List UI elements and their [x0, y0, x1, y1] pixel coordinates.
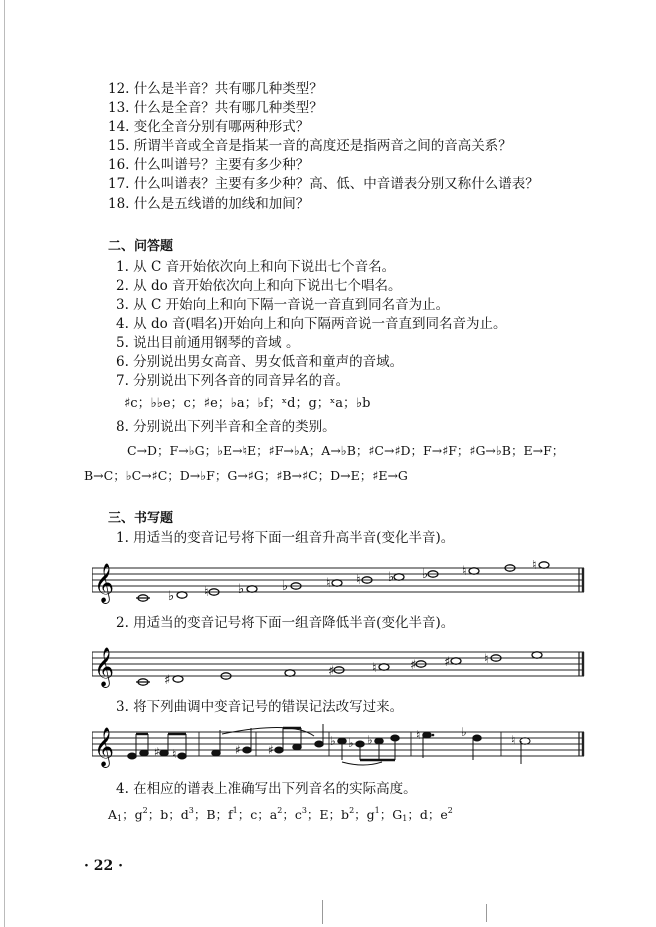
svg-text:♮: ♮ [462, 564, 467, 579]
section2-item-5: 5. 说出目前通用钢琴的音域 。 [116, 335, 300, 351]
section2-item-7: 7. 分别说出下列各音的同音异名的音。 [116, 373, 350, 389]
treble-clef-icon: 𝄞 [94, 647, 115, 687]
item8-line-2: B→C；♭C→♯C；D→♭F；G→♯G；♯B→♯C；D→E；♯E→G [84, 468, 408, 483]
section2-item-6: 6. 分别说出男女高音、男女低音和童声的音域。 [116, 354, 404, 370]
treble-clef-icon: 𝄞 [94, 727, 115, 767]
treble-clef-icon: 𝄞 [94, 563, 115, 603]
question-14: 14. 变化全音分别有哪两种形式？ [108, 119, 310, 135]
section2-item-8: 8. 分别说出下列半音和全音的类别。 [116, 419, 336, 435]
svg-text:♭: ♭ [422, 567, 429, 582]
svg-text:♭: ♭ [282, 579, 289, 594]
svg-text:♯: ♯ [235, 743, 241, 757]
section3-heading: 三、书写题 [108, 511, 174, 526]
svg-text:♯: ♯ [410, 658, 417, 673]
svg-text:♭: ♭ [388, 570, 395, 585]
svg-text:♯: ♯ [328, 664, 335, 679]
item7-note-list: ♯c；♭♭e；c；♯e；♭a；♭f；ˣd；g；ˣa；♭b [124, 396, 371, 411]
question-18: 18. 什么是五线谱的加线和加间？ [108, 196, 310, 212]
section2-item-3: 3. 从 C 开始向上和向下隔一音说一音直到同名音为止。 [116, 297, 450, 313]
staff-1 [92, 560, 586, 606]
question-16: 16. 什么叫谱号？主要有多少种？ [108, 157, 310, 173]
section3-item-3: 3. 将下列曲调中变音记号的错误记法改写过来。 [116, 699, 404, 715]
question-13: 13. 什么是全音？共有哪几种类型？ [108, 100, 323, 116]
svg-text:♮: ♮ [326, 576, 331, 591]
staff-3 [92, 722, 586, 772]
section2-item-2: 2. 从 do 音开始依次向上和向下说出七个唱名。 [116, 278, 402, 294]
svg-text:♭: ♭ [330, 734, 336, 748]
svg-text:♯: ♯ [154, 745, 160, 759]
section3-item-4: 4. 在相应的谱表上准确写出下列音名的实际高度。 [116, 781, 417, 797]
question-17: 17. 什么叫谱表？主要有多少种？高、低、中音谱表分别又称什么谱表？ [108, 176, 539, 192]
svg-text:♮: ♮ [511, 733, 516, 747]
svg-text:♮: ♮ [416, 728, 421, 742]
pitch-name-list: $A_1$；$g^2$；b；$d^3$；B；$f^1$；c；$a^2$；$c^3$；E；$b^2$；$g^1$；$G_1$；d；$e^2$ [108, 806, 453, 823]
section3-item-2: 2. 用适当的变音记号将下面一组音降低半音(变化半音)。 [116, 615, 455, 631]
svg-text:♯: ♯ [268, 743, 274, 757]
svg-text:♭: ♭ [168, 589, 175, 604]
svg-text:♯: ♯ [164, 673, 171, 688]
svg-text:♮: ♮ [172, 747, 177, 761]
staff-2 [92, 644, 586, 690]
svg-text:♮: ♮ [204, 585, 209, 600]
question-12: 12. 什么是半音？共有哪几种类型？ [108, 81, 323, 97]
section2-item-4: 4. 从 do 音(唱名)开始向上和向下隔两音说一音直到同名音为止。 [116, 316, 507, 332]
section2-item-1: 1. 从 C 音开始依次向上和向下说出七个音名。 [116, 259, 396, 275]
svg-text:♮: ♮ [372, 661, 377, 676]
svg-text:♮: ♮ [532, 560, 537, 573]
section2-heading: 二、问答题 [108, 239, 174, 254]
item8-line-1: C→D；F→♭G；♭E→♮E；♯F→♭A；A→♭B；♯C→♯D；F→♯F；♯G→♭B；E→F； [127, 443, 565, 458]
svg-text:♭: ♭ [461, 725, 467, 739]
svg-text:♭: ♭ [238, 582, 245, 597]
page-edge [4, 0, 5, 927]
svg-text:♭: ♭ [367, 733, 373, 747]
svg-text:♮: ♮ [484, 652, 489, 667]
scan-mark [486, 904, 487, 922]
scan-mark [322, 900, 323, 924]
page-number: · 22 · [84, 858, 123, 874]
question-15: 15. 所谓半音或全音是指某一音的高度还是指两音之间的音高关系？ [108, 138, 512, 154]
svg-text:♮: ♮ [356, 573, 361, 588]
svg-text:♭: ♭ [348, 736, 354, 750]
section3-item-1: 1. 用适当的变音记号将下面一组音升高半音(变化半音)。 [116, 530, 455, 546]
svg-text:♯: ♯ [444, 655, 451, 670]
